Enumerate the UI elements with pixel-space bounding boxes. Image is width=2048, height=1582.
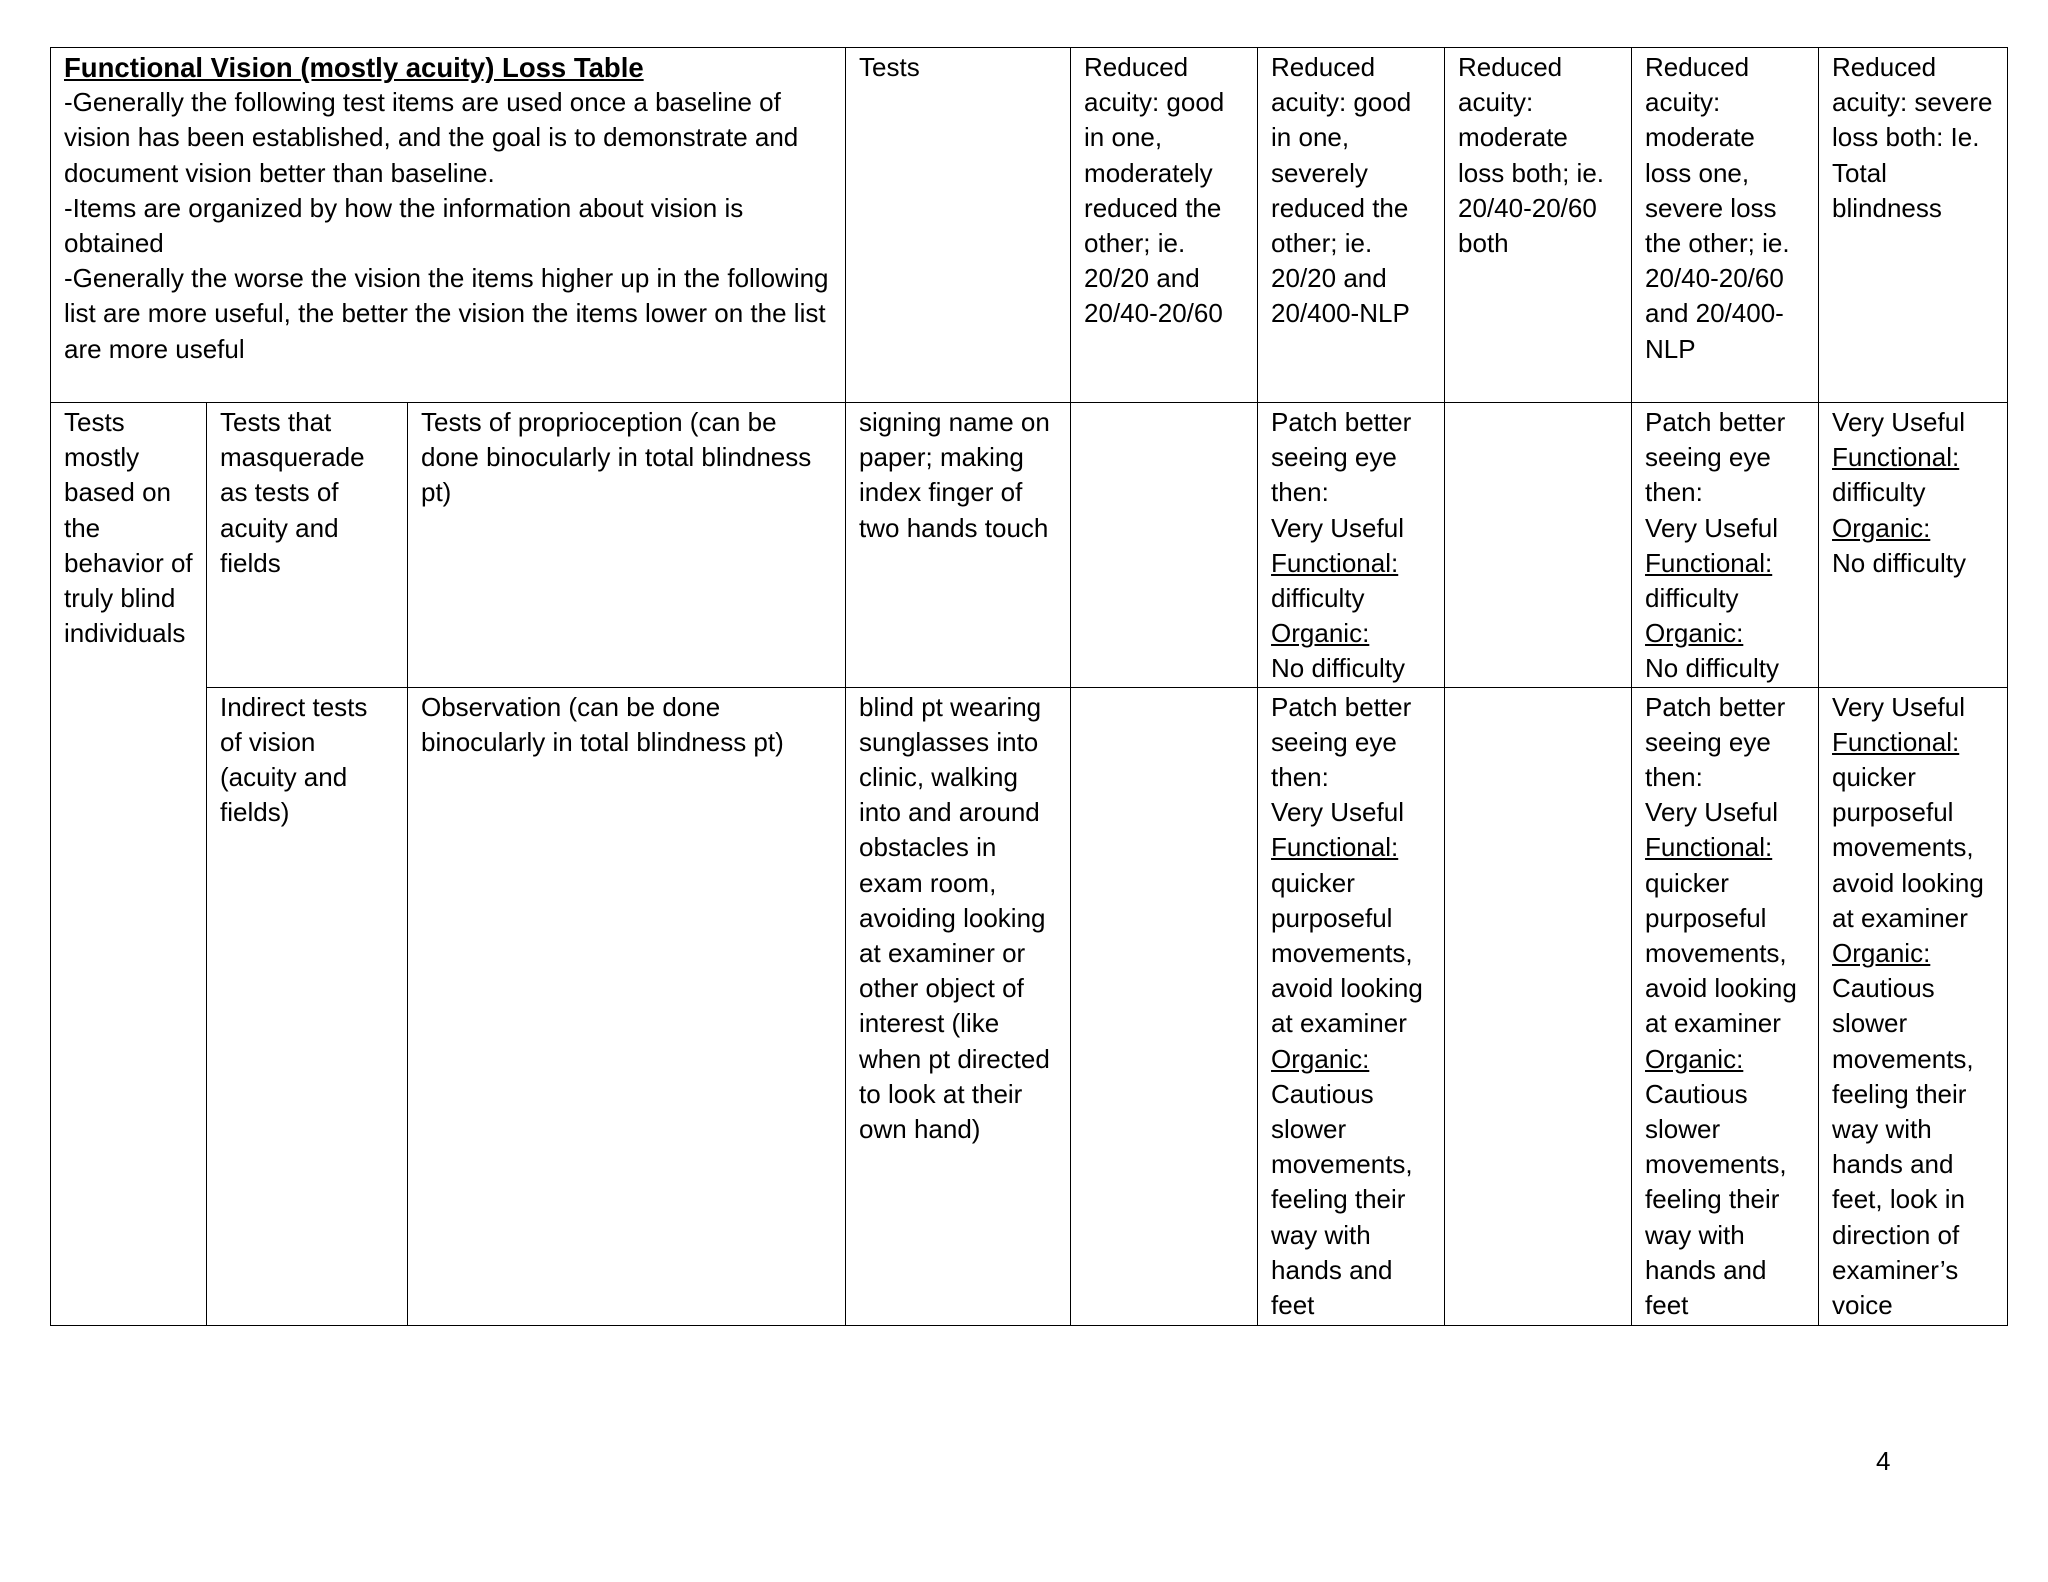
table-row: [51, 687, 2008, 1325]
table-title: Functional Vision (mostly acuity) Loss Table: [64, 52, 644, 83]
intro-text: Patch better seeing eye then:: [1271, 691, 1419, 793]
result-cell-col4: [1632, 403, 1819, 688]
usefulness-text: Very Useful: [1271, 797, 1404, 828]
tests-header: Tests: [846, 48, 1071, 403]
functional-label: Functional:: [1832, 442, 1960, 473]
organic-label: Organic:: [1271, 1043, 1370, 1074]
result-cell-col5: [1819, 403, 2008, 688]
intro-note: -Generally the worse the vision the items higher up in the following list are more useful, the better the vision the items lower on the list are more useful: [64, 263, 836, 364]
column-header-1: Reduced acuity: good in one, moderately reduced the other; ie. 20/20 and 20/40-20/60: [1071, 48, 1258, 403]
usefulness-text: Very Useful: [1832, 407, 1965, 437]
functional-text: difficulty: [1645, 583, 1739, 614]
functional-label: Functional:: [1271, 547, 1399, 578]
usefulness-text: Very Useful: [1832, 691, 1965, 722]
intro-note: -Generally the following test items are used once a baseline of vision has been established, and the goal is to demonstrate and document vision better than baseline.: [64, 87, 806, 188]
organic-label: Organic:: [1832, 938, 1931, 969]
test-type-cell: Observation (can be done binocularly in total blindness pt): [408, 687, 846, 1325]
functional-text: quicker purposeful movements, avoid looking at examiner: [1271, 867, 1431, 1039]
functional-label: Functional:: [1832, 726, 1960, 757]
organic-text: No difficulty: [1645, 653, 1779, 684]
usefulness-text: Very Useful: [1645, 512, 1778, 543]
page-number: 4: [1876, 1446, 1891, 1476]
table-row: [51, 403, 2008, 688]
result-cell-col2: [1258, 687, 1445, 1325]
organic-label: Organic:: [1645, 618, 1744, 649]
category-cell: Indirect tests of vision (acuity and fields): [207, 687, 408, 1325]
examples-cell: signing name on paper; making index finger of two hands touch: [846, 403, 1071, 688]
column-header-3: Reduced acuity: moderate loss both; ie. 20/40-20/60 both: [1445, 48, 1632, 403]
column-header-5: Reduced acuity: severe loss both: Ie. Total blindness: [1819, 48, 2008, 403]
usefulness-text: Very Useful: [1271, 512, 1404, 543]
result-cell-col3: [1445, 403, 1632, 688]
result-cell-col1: [1071, 687, 1258, 1325]
functional-text: difficulty: [1271, 583, 1365, 614]
organic-text: No difficulty: [1832, 547, 1966, 578]
test-type-cell: Tests of proprioception (can be done binocularly in total blindness pt): [408, 403, 846, 688]
column-header-4: Reduced acuity: moderate loss one, severe loss the other; ie. 20/40-20/60 and 20/400-NLP: [1632, 48, 1819, 403]
functional-text: quicker purposeful movements, avoid looking at examiner: [1645, 867, 1805, 1039]
organic-label: Organic:: [1832, 512, 1931, 543]
result-cell-col5: [1819, 687, 2008, 1325]
intro-text: Patch better seeing eye then:: [1645, 691, 1793, 793]
functional-vision-loss-table: [50, 47, 2008, 1326]
organic-text: No difficulty: [1271, 653, 1405, 684]
functional-label: Functional:: [1645, 832, 1773, 863]
result-cell-col1: [1071, 403, 1258, 688]
table-intro-cell: [51, 48, 846, 403]
functional-label: Functional:: [1271, 832, 1399, 863]
category-cell: Tests that masquerade as tests of acuity and fields: [207, 403, 408, 688]
column-header-2: Reduced acuity: good in one, severely reduced the other; ie. 20/20 and 20/400-NLP: [1258, 48, 1445, 403]
intro-text: Patch better seeing eye then:: [1271, 407, 1419, 508]
result-cell-col2: [1258, 403, 1445, 688]
header-row: [51, 48, 2008, 403]
examples-cell: blind pt wearing sunglasses into clinic, walking into and around obstacles in exam room, avoiding looking at examiner or other object of interest (like when pt directed to look at their own hand): [846, 687, 1071, 1325]
functional-text: difficulty: [1832, 477, 1926, 508]
functional-text: quicker purposeful movements, avoid looking at examiner: [1832, 762, 1992, 933]
organic-text: Cautious slower movements, feeling their way with hands and feet, look in direction of examiner’s voice: [1832, 973, 1981, 1321]
result-cell-col4: [1632, 687, 1819, 1325]
organic-label: Organic:: [1645, 1043, 1744, 1074]
organic-text: Cautious slower movements, feeling their way with hands and feet: [1645, 1078, 1794, 1321]
result-cell-col3: [1445, 687, 1632, 1325]
intro-text: Patch better seeing eye then:: [1645, 407, 1793, 508]
organic-text: Cautious slower movements, feeling their way with hands and feet: [1271, 1078, 1420, 1321]
intro-note: -Items are organized by how the information about vision is obtained: [64, 192, 751, 259]
functional-label: Functional:: [1645, 547, 1773, 578]
group-label-cell: Tests mostly based on the behavior of truly blind individuals: [51, 403, 207, 1326]
organic-label: Organic:: [1271, 618, 1370, 649]
usefulness-text: Very Useful: [1645, 797, 1778, 828]
